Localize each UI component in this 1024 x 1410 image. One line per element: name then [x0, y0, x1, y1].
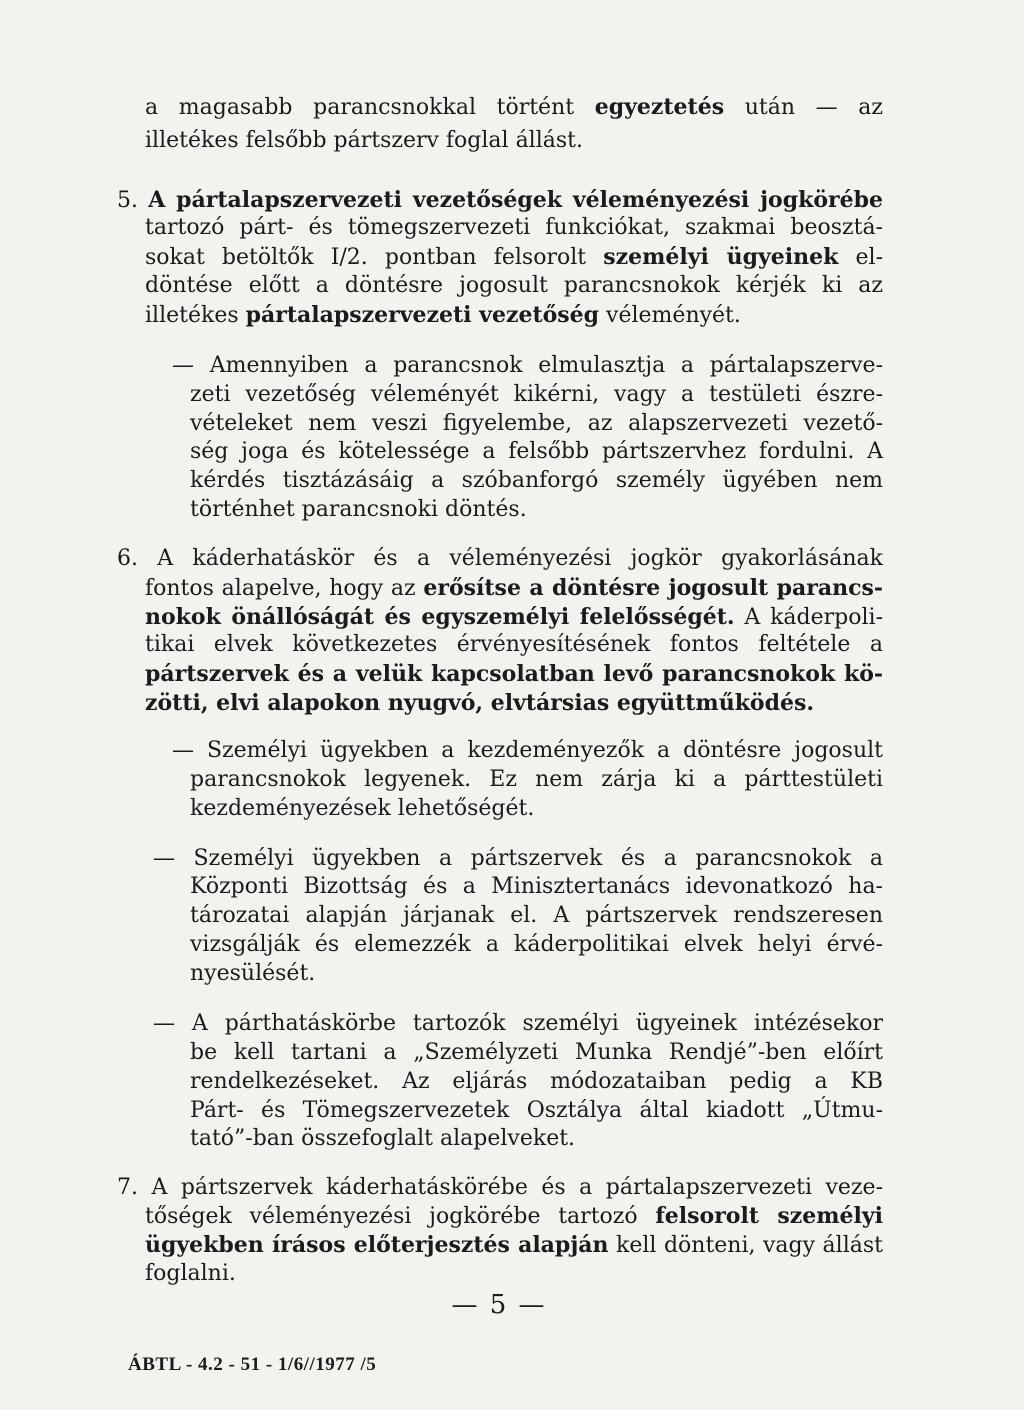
text-segment: tikai elvek következetes érvényesítésének fontos feltétele a: [145, 632, 883, 657]
text-line: [145, 304, 883, 327]
bold-text-segment: pártszervek és a velük kapcsolatban levő parancsnokok kö-: [145, 661, 883, 687]
bold-text-segment: pártalapszervezeti vezetőség: [245, 302, 600, 328]
text-line: [153, 1013, 883, 1035]
text-segment: — A párthatáskörbe tartozók személyi ügyeinek intézésekor: [153, 1011, 883, 1036]
bold-text-segment: felsorolt személyi: [655, 1203, 883, 1229]
text-segment: sokat betöltők I/2. pontban felsorolt: [145, 245, 604, 270]
archive-reference: ÁBTL - 4.2 - 51 - 1/6//1977 /5: [128, 1354, 377, 1375]
text-line: [145, 246, 883, 269]
text-line: [190, 1042, 883, 1064]
text-line: [190, 441, 883, 463]
text-line: [190, 470, 883, 492]
text-segment: zeti vezetőség véleményét kikérni, vagy a testületi észre-: [190, 382, 883, 407]
text-line: [145, 130, 883, 152]
text-segment: — Személyi ügyekben a pártszervek és a parancsnokok a: [153, 846, 883, 871]
text-line: [190, 384, 883, 406]
text-segment: be kell tartani a „Személyzeti Munka Rendjé”-ben előírt: [190, 1040, 883, 1065]
text-segment: parancsnokok legyenek. Ez nem zárja ki a párttestületi: [190, 767, 883, 792]
text-line: [145, 663, 883, 686]
text-segment: tőségek véleményezési jogkörébe tartozó: [145, 1204, 656, 1229]
text-line: [190, 905, 883, 927]
text-segment: — Amennyiben a parancsnok elmulasztja a pártalapszerve-: [172, 353, 883, 378]
bold-text-segment: zötti, elvi alapokon nyugvó, elvtársias együttműködés.: [145, 690, 815, 716]
text-segment: foglalni.: [145, 1261, 236, 1286]
text-line: [145, 606, 883, 629]
text-segment: ség joga és kötelessége a felsőbb pártszervhez fordulni. A: [190, 439, 883, 464]
text-segment: 7. A pártszervek káderhatáskörébe és a pártalapszervezeti veze-: [117, 1175, 883, 1200]
text-segment: vizsgálják és elemezzék a káderpolitikai elvek helyi érvé-: [190, 932, 883, 957]
text-line: [190, 499, 883, 521]
text-segment: fontos alapelve, hogy az: [145, 576, 424, 601]
text-line: [117, 189, 883, 212]
text-line: [190, 1100, 883, 1122]
text-segment: véleményét.: [599, 303, 741, 328]
text-segment: a magasabb parancsnokkal történt: [145, 95, 595, 120]
text-line: [145, 1205, 883, 1228]
text-line: [153, 848, 883, 870]
text-segment: tartozó párt- és tömegszervezeti funkciókat, szakmai beosztá-: [145, 215, 883, 240]
text-segment: kell dönteni, vagy állást: [608, 1233, 883, 1258]
text-segment: Központi Bizottság és a Minisztertanács idevonatkozó ha-: [190, 874, 883, 899]
text-line: [145, 96, 883, 119]
page-number: — 5 —: [451, 1290, 547, 1320]
text-line: [190, 413, 883, 435]
text-line: [145, 634, 883, 656]
bold-text-segment: ügyekben írásos előterjesztés alapján: [145, 1232, 609, 1258]
text-segment: rendelkezéseket. Az eljárás módozataiban pedig a KB: [190, 1069, 883, 1094]
text-segment: kérdés tisztázásáig a szóbanforgó személy ügyében nem: [190, 468, 883, 493]
text-segment: Párt- és Tömegszervezetek Osztálya által kiadott „Útmu-: [190, 1098, 883, 1123]
text-line: [190, 934, 883, 956]
text-segment: kezdeményezések lehetőségét.: [190, 796, 535, 821]
text-line: [190, 769, 883, 791]
text-line: [190, 876, 883, 898]
text-segment: illetékes felsőbb pártszerv foglal állást.: [145, 128, 583, 153]
text-line: [190, 798, 883, 820]
text-segment: vételeket nem veszi figyelembe, az alapszervezeti vezető-: [190, 411, 883, 436]
text-line: [145, 692, 883, 715]
text-segment: 6. A káderhatáskör és a véleményezési jogkör gyakorlásának: [117, 546, 883, 571]
text-segment: A káderpoli-: [734, 605, 883, 630]
text-segment: tató”-ban összefoglalt alapelveket.: [190, 1126, 576, 1151]
text-line: [117, 548, 883, 570]
text-segment: nyesülését.: [190, 961, 316, 986]
text-line: [145, 1234, 883, 1257]
text-segment: döntése előtt a döntésre jogosult parancsnokok kérjék ki az: [145, 273, 883, 298]
text-line: [172, 740, 883, 762]
text-segment: 5.: [117, 188, 149, 213]
bold-text-segment: személyi ügyeinek: [603, 244, 839, 270]
text-line: [172, 355, 883, 377]
text-line: [145, 1263, 883, 1285]
bold-text-segment: erősítse a döntésre jogosult parancs-: [423, 575, 883, 601]
text-line: [190, 963, 883, 985]
bold-text-segment: A pártalapszervezeti vezetőségek véleményezési jogkörébe: [148, 187, 883, 213]
bold-text-segment: egyeztetés: [594, 94, 725, 120]
text-segment: el-: [838, 245, 884, 270]
text-line: [117, 1177, 883, 1199]
text-segment: után — az: [724, 95, 884, 120]
text-segment: történhet parancsnoki döntés.: [190, 497, 527, 522]
text-line: [145, 577, 883, 600]
text-line: [190, 1128, 883, 1150]
bold-text-segment: nokok önállóságát és egyszemélyi felelősségét.: [145, 604, 735, 630]
text-line: [145, 275, 883, 297]
text-line: [145, 217, 883, 239]
text-segment: — Személyi ügyekben a kezdeményezők a döntésre jogosult: [172, 738, 883, 763]
text-segment: illetékes: [145, 303, 246, 328]
text-line: [190, 1071, 883, 1093]
text-segment: tározatai alapján járjanak el. A pártszervek rendszeresen: [190, 903, 883, 928]
